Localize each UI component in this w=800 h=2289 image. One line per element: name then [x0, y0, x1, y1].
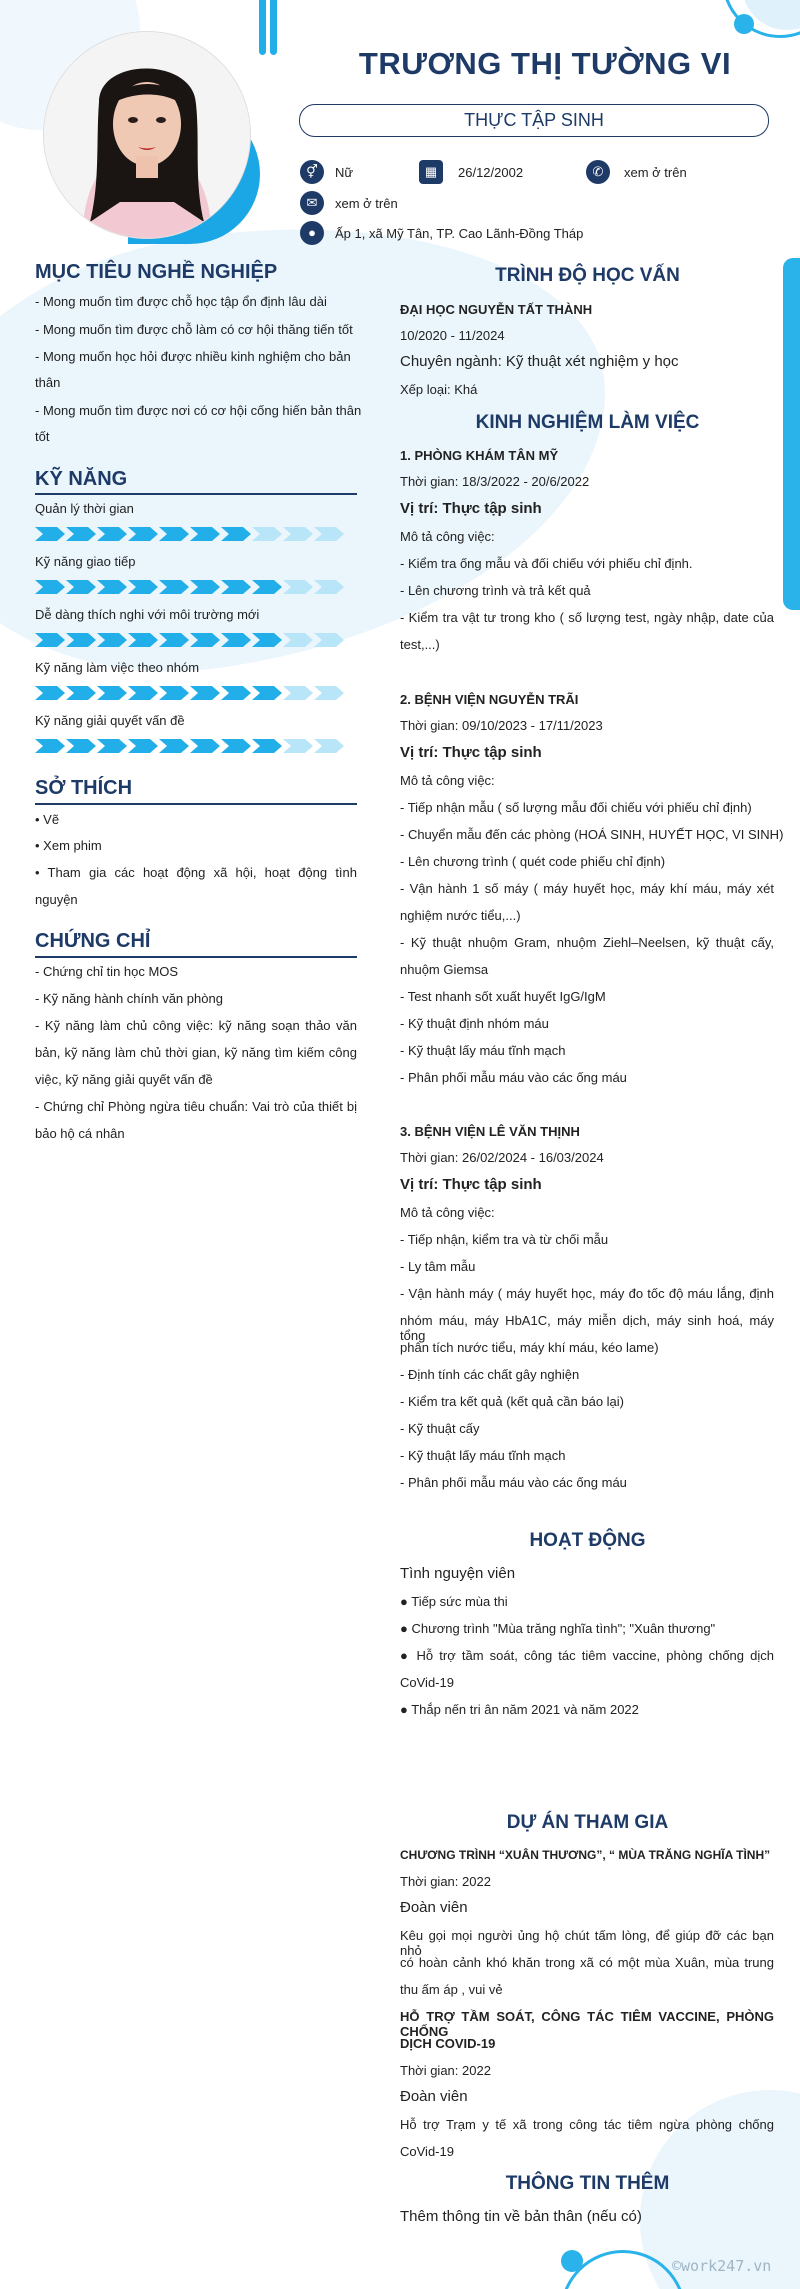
skill-arrow	[283, 739, 313, 753]
skill-arrow	[283, 580, 313, 594]
skill-arrow	[190, 686, 220, 700]
skill-arrow	[252, 633, 282, 647]
objective-line: - Mong muốn tìm được chỗ học tập ổn định lâu dài	[35, 294, 327, 309]
decor-dot-bottom	[561, 2250, 583, 2272]
job-desc-line: - Test nhanh sốt xuất huyết IgG/IgM	[400, 989, 606, 1004]
project-role: Đoàn viên	[400, 1899, 468, 1916]
job-desc-line: - Kỹ thuật nhuộm Gram, nhuộm Ziehl–Neelsen, kỹ thuật cấy,	[400, 935, 774, 950]
skills-rule	[35, 493, 357, 495]
skill-arrow	[314, 633, 344, 647]
project-name: HỖ TRỢ TẦM SOÁT, CÔNG TÁC TIÊM VACCINE, PHÒNG CHỐNG	[400, 2009, 774, 2039]
decor-bar	[259, 0, 266, 55]
skill-arrow	[159, 527, 189, 541]
activity-line: ● Chương trình "Mùa trăng nghĩa tình"; "Xuân thương"	[400, 1621, 716, 1636]
project-time: Thời gian: 2022	[400, 1874, 491, 1889]
skill-arrow	[128, 580, 158, 594]
skill-arrow	[97, 633, 127, 647]
skill-label: Quản lý thời gian	[35, 501, 134, 516]
skill-arrow	[314, 527, 344, 541]
job-desc-label: Mô tả công việc:	[400, 1205, 495, 1220]
cert-line: bảo hộ cá nhân	[35, 1126, 125, 1141]
skill-arrow	[190, 739, 220, 753]
skill-arrow	[35, 633, 65, 647]
job-company: 3. BỆNH VIỆN LÊ VĂN THỊNH	[400, 1124, 580, 1139]
skill-arrow	[314, 686, 344, 700]
job-desc-line: - Chuyển mẫu đến các phòng (HOÁ SINH, HUYẾT HỌC, VI SINH)	[400, 827, 784, 842]
skill-arrow	[159, 686, 189, 700]
email-icon: ✉	[300, 191, 324, 215]
project-desc-line: thu ấm áp , vui vẻ	[400, 1982, 503, 1997]
objective-line: tốt	[35, 429, 50, 444]
project-desc-line: Hỗ trợ Trạm y tế xã trong công tác tiêm ngừa phòng chống	[400, 2117, 774, 2132]
more-info-title: THÔNG TIN THÊM	[505, 2173, 670, 2194]
hobby-line: nguyện	[35, 892, 78, 907]
project-name: CHƯƠNG TRÌNH “XUÂN THƯƠNG”, “ MÙA TRĂNG NGHĨA TÌNH”	[400, 1848, 771, 1862]
job-position: Vị trí: Thực tập sinh	[400, 1176, 542, 1193]
cert-line: bản, kỹ năng làm chủ thời gian, kỹ năng tìm kiếm công	[35, 1045, 357, 1060]
skill-arrow	[66, 739, 96, 753]
job-position: Vị trí: Thực tập sinh	[400, 500, 542, 517]
hobby-line: • Xem phim	[35, 838, 102, 853]
skill-arrow	[221, 686, 251, 700]
job-desc-line: nhóm máu, máy HbA1C, máy miễn dịch, máy sinh hoá, máy tổng	[400, 1313, 774, 1343]
job-desc-line: - Kỹ thuật định nhóm máu	[400, 1016, 549, 1031]
skill-label: Kỹ năng giải quyết vấn đề	[35, 713, 185, 728]
certs-title: CHỨNG CHỈ	[35, 930, 151, 952]
job-time: Thời gian: 09/10/2023 - 17/11/2023	[400, 718, 603, 733]
skill-rating	[35, 580, 345, 594]
education-period: 10/2020 - 11/2024	[400, 328, 505, 343]
job-desc-line: - Kiểm tra vật tư trong kho ( số lượng test, ngày nhập, date của	[400, 610, 774, 625]
objective-line: - Mong muốn học hỏi được nhiều kinh nghiệm cho bản	[35, 349, 351, 364]
objective-line: - Mong muốn tìm được chỗ làm có cơ hội thăng tiến tốt	[35, 322, 353, 337]
education-grade: Xếp loại: Khá	[400, 382, 478, 397]
project-time: Thời gian: 2022	[400, 2063, 491, 2078]
email-text: xem ở trên	[335, 196, 398, 211]
skill-arrow	[66, 686, 96, 700]
skill-arrow	[221, 633, 251, 647]
education-school: ĐẠI HỌC NGUYỄN TẤT THÀNH	[400, 302, 593, 317]
skill-arrow	[221, 739, 251, 753]
job-desc-line: - Tiếp nhận mẫu ( số lượng mẫu đối chiếu với phiếu chỉ định)	[400, 800, 752, 815]
candidate-name: TRƯƠNG THỊ TƯỜNG VI	[358, 46, 732, 81]
decor-bar	[270, 0, 277, 55]
skill-arrow	[190, 633, 220, 647]
job-desc-line: test,...)	[400, 637, 440, 652]
job-desc-line: - Kiểm tra kết quả (kết quả cần báo lại)	[400, 1394, 625, 1409]
projects-title: DỰ ÁN THAM GIA	[506, 1812, 669, 1833]
cert-line: - Kỹ năng hành chính văn phòng	[35, 991, 223, 1006]
gender-icon: ⚥	[300, 160, 324, 184]
address-text: Ấp 1, xã Mỹ Tân, TP. Cao Lãnh-Đồng Tháp	[335, 226, 584, 241]
job-desc-line: - Phân phối mẫu máu vào các ống máu	[400, 1475, 627, 1490]
skill-arrow	[35, 527, 65, 541]
project-role: Đoàn viên	[400, 2088, 468, 2105]
skill-arrow	[66, 580, 96, 594]
project-desc-line: Kêu gọi mọi người ủng hộ chút tấm lòng, để giúp đỡ các bạn nhỏ	[400, 1928, 774, 1958]
skill-arrow	[66, 633, 96, 647]
objective-line: - Mong muốn tìm được nơi có cơ hội cống hiến bản thân	[35, 403, 362, 418]
skill-arrow	[190, 527, 220, 541]
skill-arrow	[159, 633, 189, 647]
activities-title: HOẠT ĐỘNG	[529, 1530, 646, 1551]
skill-arrow	[252, 686, 282, 700]
skill-arrow	[252, 739, 282, 753]
job-desc-line: - Vận hành máy ( máy huyết học, máy đo tốc độ máu lắng, định	[400, 1286, 774, 1301]
skill-arrow	[221, 527, 251, 541]
skill-label: Kỹ năng làm việc theo nhóm	[35, 660, 200, 675]
job-desc-line: - Ly tâm mẫu	[400, 1259, 476, 1274]
skill-arrow	[252, 580, 282, 594]
job-desc-line: - Tiếp nhận, kiểm tra và từ chối mẫu	[400, 1232, 609, 1247]
skill-arrow	[35, 686, 65, 700]
skill-rating	[35, 633, 345, 647]
project-desc-line: có hoàn cảnh khó khăn trong xã có một mùa Xuân, mùa trung	[400, 1955, 774, 1970]
skill-arrow	[252, 527, 282, 541]
project-name: DỊCH COVID-19	[400, 2036, 496, 2051]
decor-side-bar	[783, 258, 800, 610]
skill-arrow	[283, 527, 313, 541]
decor-arc	[722, 0, 800, 38]
skill-arrow	[221, 580, 251, 594]
skill-arrow	[97, 580, 127, 594]
job-desc-line: - Kỹ thuật cấy	[400, 1421, 480, 1436]
job-position: Vị trí: Thực tập sinh	[400, 744, 542, 761]
skill-arrow	[128, 633, 158, 647]
job-desc-line: nhuộm Giemsa	[400, 962, 489, 977]
objective-line: thân	[35, 375, 61, 390]
skill-arrow	[35, 739, 65, 753]
skill-arrow	[128, 686, 158, 700]
job-desc-line: - Lên chương trình và trả kết quả	[400, 583, 591, 598]
hobby-line: • Vẽ	[35, 812, 60, 827]
activities-role: Tình nguyện viên	[400, 1565, 516, 1582]
job-desc-line: - Lên chương trình ( quét code phiếu chỉ định)	[400, 854, 666, 869]
activity-line: CoVid-19	[400, 1675, 454, 1690]
job-desc-line: - Vận hành 1 số máy ( máy huyết học, máy khí máu, máy xét	[400, 881, 774, 896]
skill-arrow	[283, 633, 313, 647]
job-desc-label: Mô tả công việc:	[400, 529, 495, 544]
project-desc-line: CoVid-19	[400, 2144, 454, 2159]
skill-arrow	[97, 527, 127, 541]
skill-arrow	[159, 739, 189, 753]
phone-text: xem ở trên	[624, 165, 687, 180]
skill-label: Dễ dàng thích nghi với môi trường mới	[35, 607, 260, 622]
job-desc-line: phân tích nước tiểu, máy khí máu, kéo lame)	[400, 1340, 659, 1355]
cert-line: - Chứng chỉ tin học MOS	[35, 964, 179, 979]
skill-rating	[35, 739, 345, 753]
more-info-text: Thêm thông tin về bản thân (nếu có)	[400, 2208, 642, 2225]
skill-rating	[35, 527, 345, 541]
dob-text: 26/12/2002	[458, 165, 524, 180]
portrait-photo	[44, 32, 250, 238]
activity-line: ● Hỗ trợ tầm soát, công tác tiêm vaccine, phòng chống dịch	[400, 1648, 774, 1663]
skill-label: Kỹ năng giao tiếp	[35, 554, 136, 569]
job-desc-line: - Kỹ thuật lấy máu tĩnh mạch	[400, 1043, 566, 1058]
skill-arrow	[35, 580, 65, 594]
cert-line: - Chứng chỉ Phòng ngừa tiêu chuẩn: Vai trò của thiết bị	[35, 1099, 357, 1114]
activity-line: ● Thắp nến tri ân năm 2021 và năm 2022	[400, 1702, 639, 1717]
skill-arrow	[97, 686, 127, 700]
job-desc-line: - Kiểm tra ống mẫu và đối chiếu với phiếu chỉ định.	[400, 556, 693, 571]
hobbies-rule	[35, 803, 357, 805]
job-time: Thời gian: 18/3/2022 - 20/6/2022	[400, 474, 590, 489]
activity-line: ● Tiếp sức mùa thi	[400, 1594, 508, 1609]
skill-arrow	[128, 527, 158, 541]
skill-arrow	[97, 739, 127, 753]
skill-arrow	[283, 686, 313, 700]
skill-rating	[35, 686, 345, 700]
job-desc-line: - Kỹ thuật lấy máu tĩnh mạch	[400, 1448, 566, 1463]
certs-rule	[35, 956, 357, 958]
location-pin-icon: ●	[300, 221, 324, 245]
skill-arrow	[314, 580, 344, 594]
cert-line: - Kỹ năng làm chủ công việc: kỹ năng soạn thảo văn	[35, 1018, 357, 1033]
experience-title: KINH NGHIỆM LÀM VIỆC	[475, 412, 700, 433]
skill-arrow	[66, 527, 96, 541]
skills-title: KỸ NĂNG	[35, 468, 128, 490]
job-desc-label: Mô tả công việc:	[400, 773, 495, 788]
job-title-badge: THỰC TẬP SINH	[299, 104, 769, 137]
skill-arrow	[190, 580, 220, 594]
job-company: 1. PHÒNG KHÁM TÂN MỸ	[400, 448, 559, 463]
education-major: Chuyên ngành: Kỹ thuật xét nghiệm y học	[400, 353, 679, 370]
watermark: ©work247.vn	[672, 2257, 772, 2275]
decor-dot	[734, 14, 754, 34]
skill-arrow	[159, 580, 189, 594]
skill-arrow	[314, 739, 344, 753]
job-desc-line: - Phân phối mẫu máu vào các ống máu	[400, 1070, 627, 1085]
job-desc-line: nghiệm nước tiểu,...)	[400, 908, 521, 923]
avatar	[44, 32, 250, 238]
hobbies-title: SỞ THÍCH	[35, 777, 133, 799]
gender-text: Nữ	[335, 165, 354, 180]
phone-icon: ✆	[586, 160, 610, 184]
hobby-line: • Tham gia các hoạt động xã hội, hoạt động tình	[35, 865, 357, 880]
job-time: Thời gian: 26/02/2024 - 16/03/2024	[400, 1150, 604, 1165]
skill-arrow	[128, 739, 158, 753]
job-company: 2. BỆNH VIỆN NGUYỄN TRÃI	[400, 692, 579, 707]
calendar-icon: ▦	[419, 160, 443, 184]
objective-title: MỤC TIÊU NGHỀ NGHIỆP	[35, 261, 278, 283]
education-title: TRÌNH ĐỘ HỌC VẤN	[495, 265, 680, 286]
cert-line: việc, kỹ năng giải quyết vấn đề	[35, 1072, 213, 1087]
job-desc-line: - Định tính các chất gây nghiện	[400, 1367, 580, 1382]
